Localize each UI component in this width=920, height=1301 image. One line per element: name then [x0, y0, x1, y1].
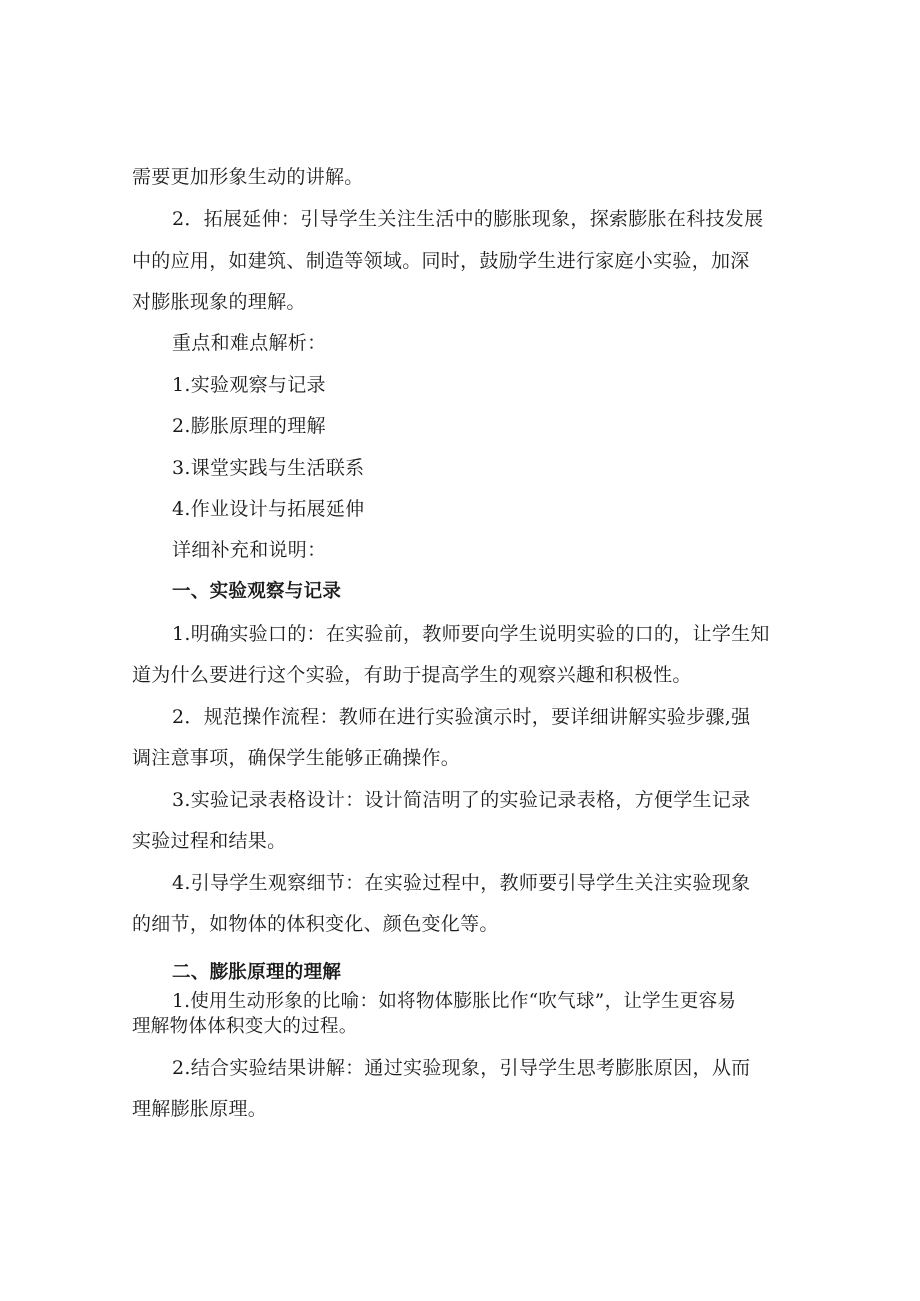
key-point-item: 4.作业设计与拓展延伸	[172, 498, 365, 520]
extension-line-3: 对膨胀现象的理解。	[132, 291, 306, 313]
section-1-paragraph-2-line-1: 2．规范操作流程：教师在进行实验演示时，要详细讲解实验步骤,强	[172, 706, 751, 728]
key-point-item: 2.膨胀原理的理解	[172, 415, 326, 437]
key-point-item: 1.实验观察与记录	[172, 374, 326, 396]
section-2-paragraph-1-line-1: 1.使用生动形象的比喻：如将物体膨胀比作“吹气球”，让学生更容易	[172, 991, 737, 1012]
section-1-paragraph-3-line-1: 3.实验记录表格设计：设计简洁明了的实验记录表格，方便学生记录	[172, 789, 751, 811]
section-1-heading: 一、实验观察与记录	[172, 581, 342, 602]
section-1-paragraph-2-line-2: 调注意事项，确保学生能够正确操作。	[132, 747, 461, 769]
section-2-heading: 二、膨胀原理的理解	[172, 962, 342, 983]
section-2-paragraph-2-line-2: 理解膨胀原理。	[132, 1098, 268, 1120]
section-1-paragraph-4-line-1: 4.引导学生观察细节：在实验过程中，教师要引导学生关注实验现象	[172, 872, 751, 894]
key-points-heading: 重点和难点解析：	[172, 332, 327, 354]
section-1-paragraph-1-line-1: 1.明确实验口的：在实验前，教师要向学生说明实验的口的，让学生知	[172, 623, 770, 645]
section-2-paragraph-1-line-2: 理解物体体积变大的过程。	[132, 1016, 358, 1037]
intro-tail-text: 需要更加形象生动的讲解。	[132, 166, 364, 188]
section-1-paragraph-4-line-2: 的细节，如物体的体积变化、颜色变化等。	[132, 913, 499, 935]
details-heading: 详细补充和说明：	[172, 539, 327, 561]
extension-line-2: 中的应用，如建筑、制造等领域。同时，鼓励学生进行家庭小实验，加深	[132, 250, 750, 272]
key-point-item: 3.课堂实践与生活联系	[172, 457, 365, 479]
section-1-paragraph-1-line-2: 道为什么要进行这个实验，有助于提高学生的观察兴趣和积极性。	[132, 664, 692, 686]
section-1-paragraph-3-line-2: 实验过程和结果。	[132, 830, 287, 852]
section-2-paragraph-2-line-1: 2.结合实验结果讲解：通过实验现象，引导学生思考膨胀原因，从而	[172, 1057, 751, 1079]
extension-line-1: 2．拓展延伸：引导学生关注生活中的膨胀现象，探索膨胀在科技发展	[172, 208, 764, 230]
